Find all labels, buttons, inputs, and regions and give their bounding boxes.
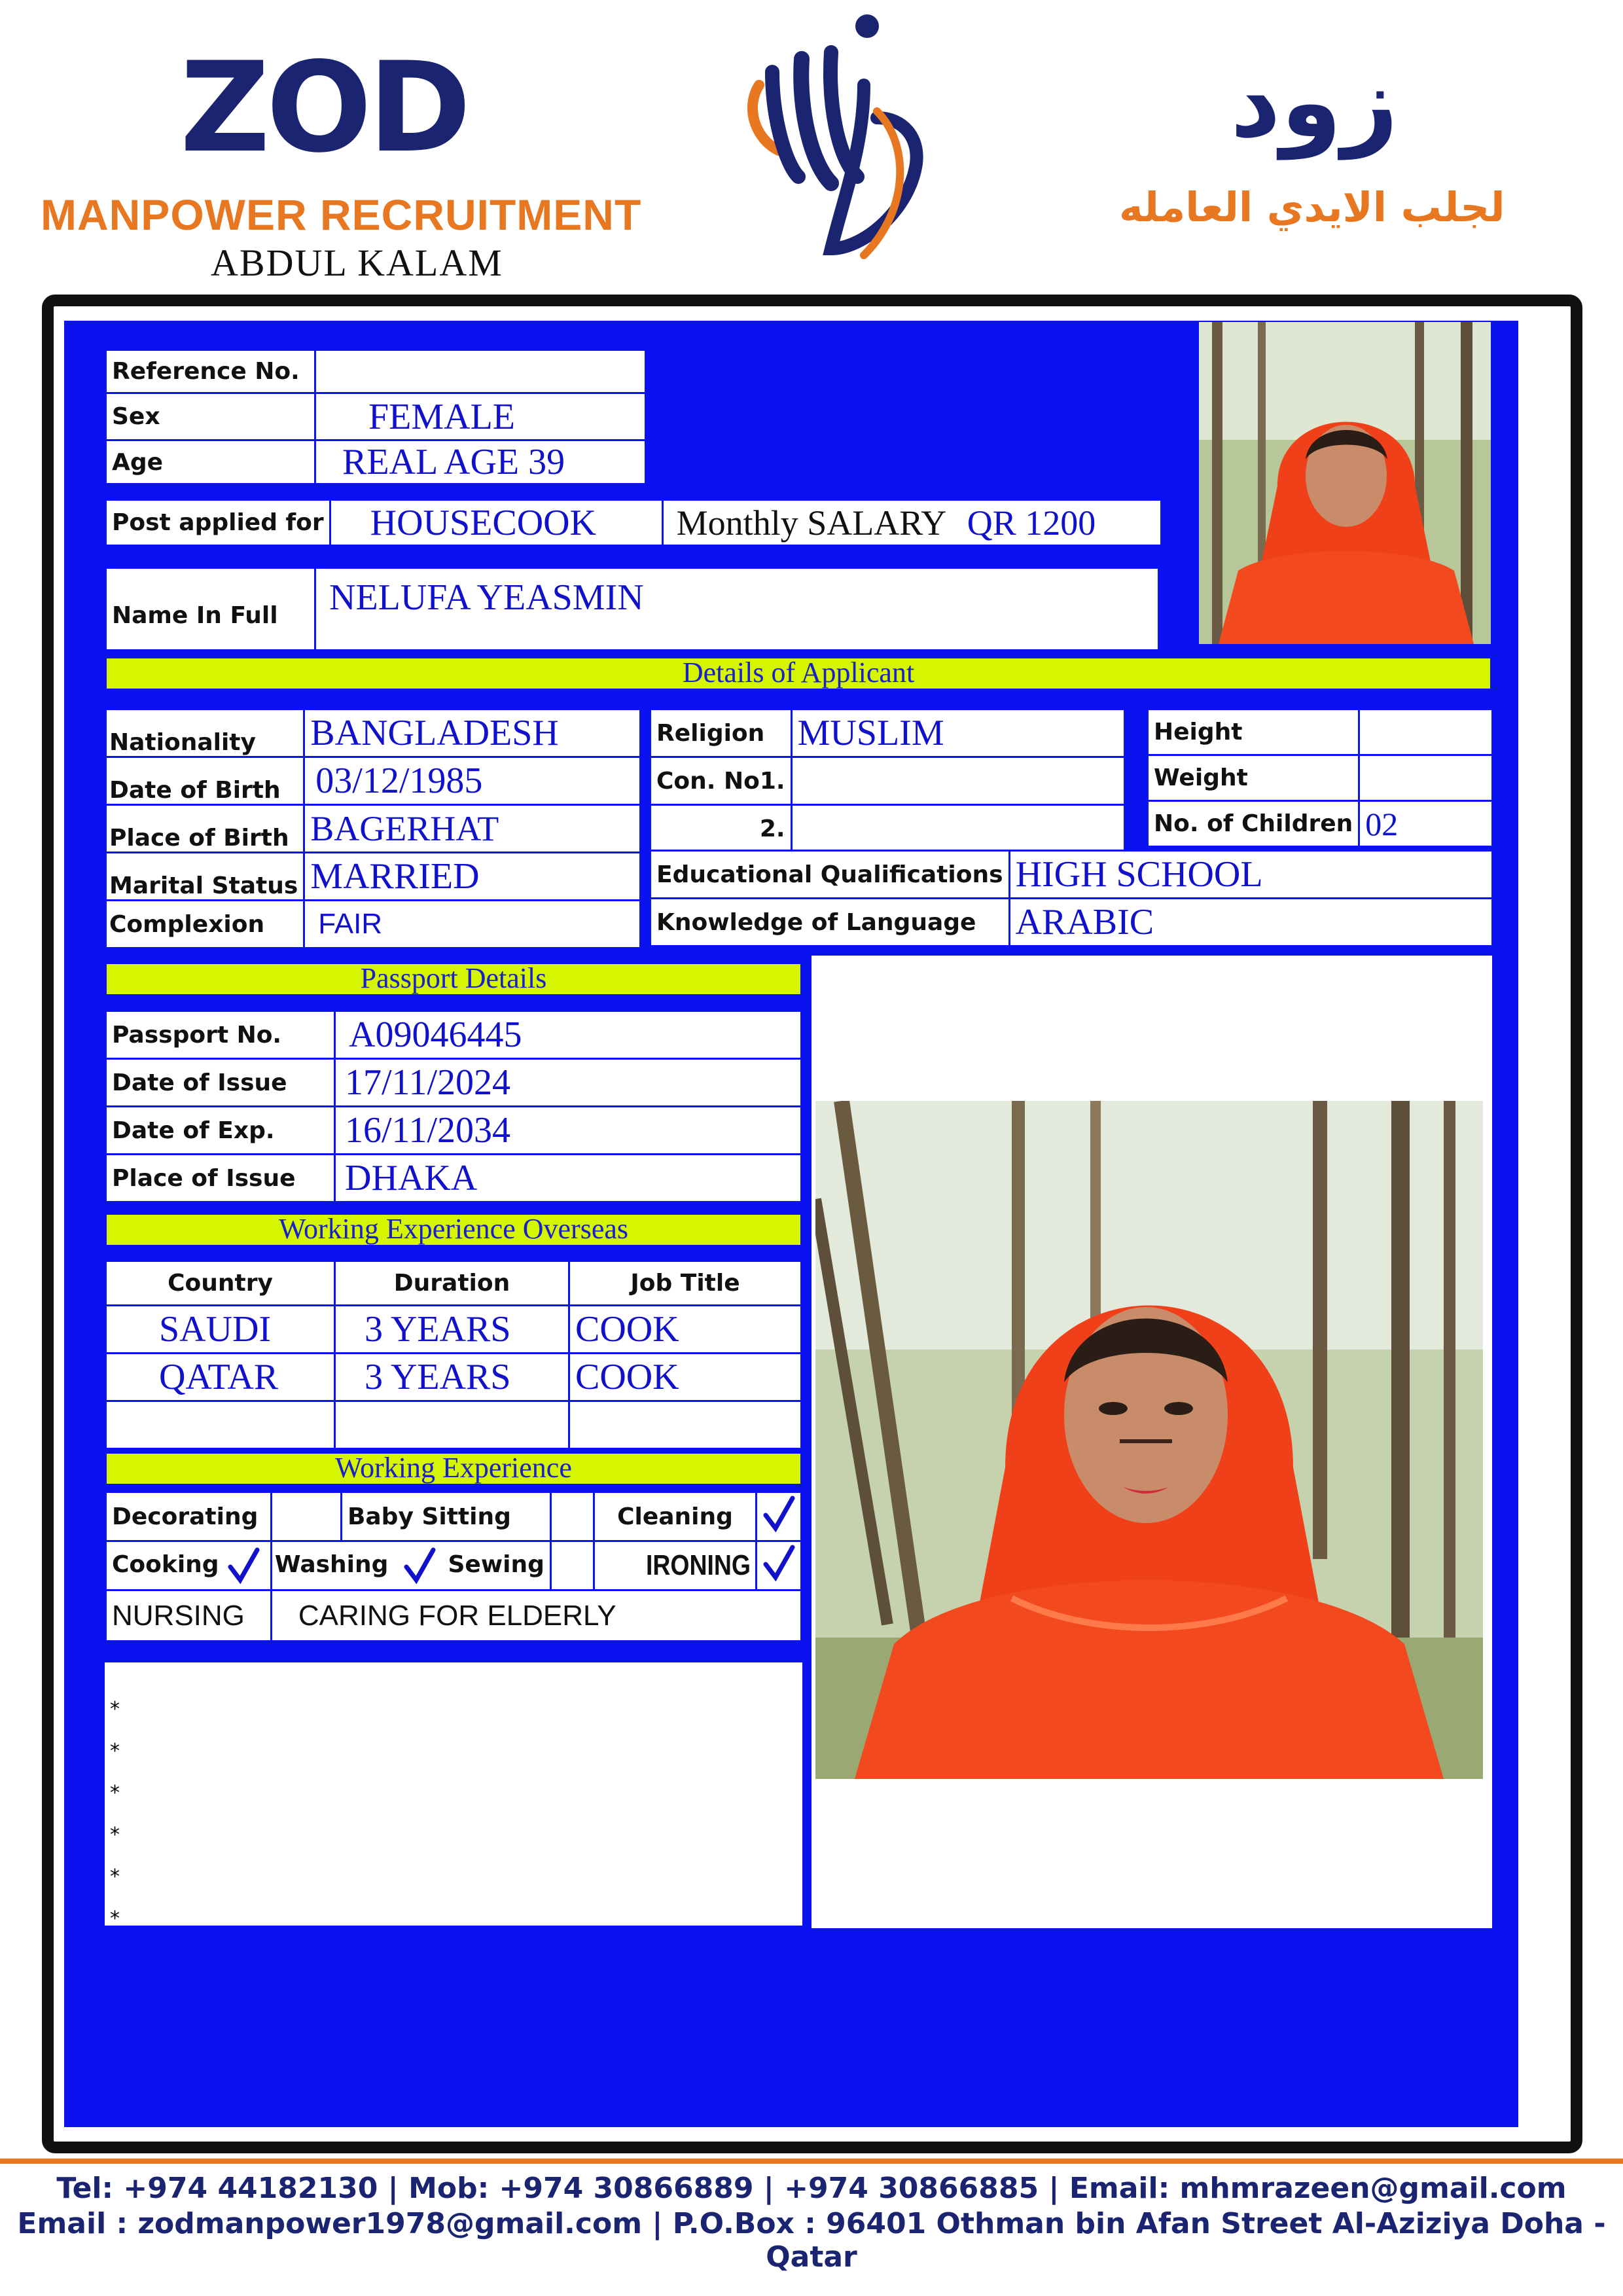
passport-heading: Passport Details: [105, 962, 802, 996]
skill-decorating: Decorating: [106, 1492, 272, 1541]
education-table: [649, 850, 1493, 947]
overseas-table: [105, 1260, 802, 1450]
salary-value: QR 1200: [967, 503, 1096, 543]
details-heading: Details of Applicant: [105, 656, 1492, 691]
skill-cleaning: Cleaning: [594, 1492, 756, 1541]
skill-sewing: Sewing: [448, 1551, 544, 1578]
nationality-label: Nationality: [106, 709, 304, 757]
place-issue-value: DHAKA: [335, 1155, 802, 1202]
notes-box: [105, 1662, 802, 1930]
age-value: REAL AGE 39: [315, 440, 646, 484]
skill-nursing: NURSING: [106, 1590, 272, 1641]
table-row: [106, 1306, 802, 1354]
table-row: [106, 1354, 802, 1401]
passport-no-value: A09046445: [335, 1011, 802, 1059]
note-line: *: [110, 1740, 120, 1763]
footer-contact-line: Tel: +974 44182130 | Mob: +974 30866889 | +974 30866885 | Email: mhmrazeen@gmail.com: [56, 2172, 1567, 2205]
applicant-photo-small: [1199, 322, 1491, 644]
arabic-tagline: لجلب الايدي العامله: [1119, 183, 1505, 231]
con2-label: 2.: [651, 805, 792, 853]
post-table: [105, 499, 1162, 547]
language-label: Knowledge of Language: [651, 899, 1010, 946]
height-value: [1359, 709, 1493, 755]
pob-value: BAGERHAT: [304, 805, 641, 853]
weight-value: [1359, 755, 1493, 801]
personal-details-table: [105, 708, 641, 949]
note-line: *: [110, 1865, 120, 1888]
brand-name: ZOD: [180, 35, 468, 180]
sex-value: FEMALE: [315, 393, 646, 440]
pob-label: Place of Birth: [106, 805, 304, 853]
name-table: [105, 567, 1160, 651]
overseas-job: COOK: [569, 1354, 802, 1401]
complexion-value: FAIR: [304, 901, 641, 948]
experience-heading: Working Experience: [105, 1452, 802, 1486]
con1-label: Con. No1.: [651, 757, 792, 805]
skill-elderly-care: CARING FOR ELDERLY: [271, 1590, 801, 1641]
footer-address-line: Email : zodmanpower1978@gmail.com | P.O.Box : 96401 Othman bin Afan Street Al-Aziziya Doha - Qatar: [17, 2207, 1606, 2274]
exp-label: Date of Exp.: [106, 1107, 335, 1155]
skill-cooking: Cooking: [112, 1551, 219, 1578]
issue-label: Date of Issue: [106, 1059, 335, 1107]
name-label: Name In Full: [106, 568, 315, 651]
table-row: [106, 1401, 802, 1449]
exp-value: 16/11/2034: [335, 1107, 802, 1155]
issue-value: 17/11/2024: [335, 1059, 802, 1107]
marital-value: MARRIED: [304, 853, 641, 901]
salary-label: Monthly SALARY: [676, 503, 946, 543]
note-line: *: [110, 1698, 120, 1721]
religion-label: Religion: [651, 709, 792, 757]
name-value: NELUFA YEASMIN: [315, 568, 1159, 651]
note-line: *: [110, 1782, 120, 1804]
skill-washing: Washing: [274, 1551, 389, 1578]
ref-value: [315, 350, 646, 393]
overseas-job: COOK: [569, 1306, 802, 1354]
skill-ironing: IRONING: [618, 1541, 757, 1590]
place-issue-label: Place of Issue: [106, 1155, 335, 1202]
company-logo-icon: [733, 13, 929, 268]
weight-label: Weight: [1148, 755, 1359, 801]
religion-value: MUSLIM: [791, 709, 1124, 757]
overseas-header-job: Job Title: [569, 1261, 802, 1306]
language-value: ARABIC: [1009, 899, 1492, 946]
applicant-photo-large: [815, 1101, 1483, 1779]
skill-baby-sitting: Baby Sitting: [341, 1492, 550, 1541]
complexion-label: Complexion: [106, 901, 304, 948]
post-value: HOUSECOOK: [330, 500, 662, 546]
washing-check-icon: [403, 1546, 436, 1585]
overseas-duration: 3 YEARS: [335, 1354, 569, 1401]
overseas-header-country: Country: [106, 1261, 335, 1306]
overseas-country: SAUDI: [106, 1306, 335, 1354]
passport-table: [105, 1010, 802, 1203]
nationality-value: BANGLADESH: [304, 709, 641, 757]
religion-table: [649, 708, 1126, 853]
reference-table: [105, 349, 647, 485]
agent-name: ABDUL KALAM: [211, 242, 503, 284]
experience-table: [105, 1491, 802, 1642]
footer-divider: [0, 2159, 1623, 2164]
con2-value: [791, 805, 1124, 853]
ref-label: Reference No.: [106, 350, 315, 393]
dob-label: Date of Birth: [106, 757, 304, 805]
brand-tagline: MANPOWER RECRUITMENT: [41, 190, 642, 239]
note-line: *: [110, 1823, 120, 1846]
overseas-heading: Working Experience Overseas: [105, 1213, 802, 1247]
physical-table: [1147, 708, 1493, 848]
overseas-header-duration: Duration: [335, 1261, 569, 1306]
education-value: HIGH SCHOOL: [1009, 851, 1492, 899]
note-line: *: [110, 1907, 120, 1930]
passport-no-label: Passport No.: [106, 1011, 335, 1059]
post-label: Post applied for: [106, 500, 330, 546]
age-label: Age: [106, 440, 315, 484]
ironing-check-icon: [762, 1543, 795, 1583]
sex-label: Sex: [106, 393, 315, 440]
height-label: Height: [1148, 709, 1359, 755]
arabic-brand: زود: [1230, 46, 1399, 160]
dob-value: 03/12/1985: [304, 757, 641, 805]
con1-value: [791, 757, 1124, 805]
overseas-country: QATAR: [106, 1354, 335, 1401]
cleaning-check-icon: [762, 1494, 795, 1534]
education-label: Educational Qualifications: [651, 851, 1010, 899]
overseas-duration: 3 YEARS: [335, 1306, 569, 1354]
cooking-check-icon: [227, 1546, 260, 1585]
children-label: No. of Children: [1148, 801, 1359, 847]
children-value: 02: [1359, 801, 1493, 847]
marital-label: Marital Status: [106, 853, 304, 901]
